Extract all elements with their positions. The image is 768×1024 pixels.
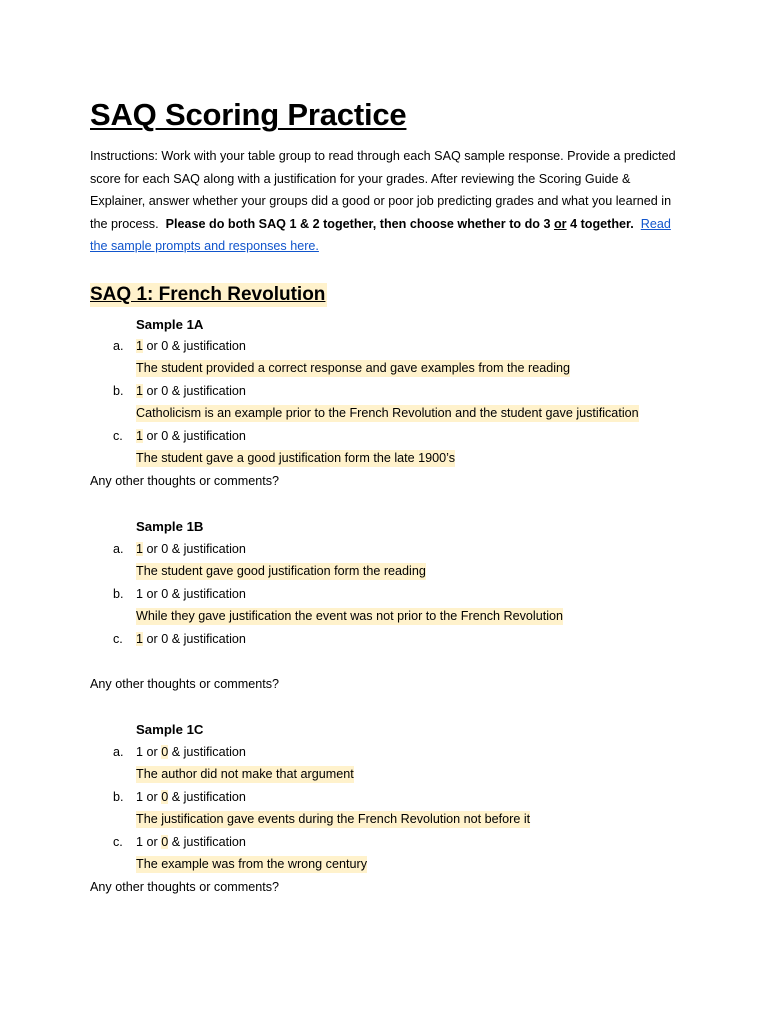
list-marker: b. <box>113 790 124 804</box>
score-item-c <box>90 632 690 654</box>
score-options: & justification <box>168 745 246 759</box>
instructions-bold-or: or <box>553 216 567 231</box>
sample-title: Sample 1A <box>136 317 204 332</box>
score-options: 1 or <box>136 790 162 804</box>
list-marker: c. <box>113 835 123 849</box>
score-choice <box>136 745 246 759</box>
score-selected: 0 <box>161 790 169 804</box>
justification: The student gave a good justification form the late 1900’s <box>136 451 456 465</box>
justification: The example was from the wrong century <box>136 857 367 871</box>
instructions-bold-2: 4 together. <box>570 216 634 231</box>
score-selected: 1 <box>136 339 144 353</box>
score-selected: 0 <box>161 835 169 849</box>
justification: The author did not make that argument <box>136 767 354 781</box>
score-item-a <box>90 542 690 564</box>
score-selected: 1 <box>136 384 144 398</box>
score-options: or 0 & justification <box>143 632 246 646</box>
score-selected: 1 <box>136 542 144 556</box>
instructions <box>90 145 680 258</box>
score-selected: 1 <box>136 632 144 646</box>
justification: The justification gave events during the French Revolution not before it <box>136 812 531 826</box>
score-options: 1 or <box>136 745 162 759</box>
justification: The student gave good justification form the reading <box>136 564 426 578</box>
score-item-b <box>90 587 690 609</box>
score-choice <box>136 632 246 646</box>
score-item-c <box>90 835 690 857</box>
score-choice <box>136 429 246 443</box>
score-options: or 0 & justification <box>143 339 246 353</box>
sample-title: Sample 1B <box>136 519 204 534</box>
score-item-b <box>90 384 690 406</box>
sample-prompts-link[interactable]: Read the sample prompts and responses here. <box>90 216 671 254</box>
score-choice <box>136 542 246 556</box>
score-options: & justification <box>168 835 246 849</box>
comment-prompt: Any other thoughts or comments? <box>90 474 280 488</box>
instructions-text: Instructions: Work with your table group to read through each SAQ sample response. Provide a predicted score for each SAQ along with a justification for your grades. After reviewing the Scoring Guide & Explainer, answer whether your groups did a good or poor job predicting grades and what you learned in the process. <box>90 149 676 231</box>
justification: The student provided a correct response and gave examples from the reading <box>136 361 571 375</box>
score-options: or 0 & justification <box>143 542 246 556</box>
score-selected: 1 <box>136 587 144 601</box>
list-marker: b. <box>113 587 124 601</box>
list-marker: b. <box>113 384 124 398</box>
score-selected: 0 <box>161 745 169 759</box>
score-item-a <box>90 339 690 361</box>
section-heading: SAQ 1: French Revolution <box>90 284 326 305</box>
list-marker: c. <box>113 632 123 646</box>
score-selected: 1 <box>136 429 144 443</box>
page-title: SAQ Scoring Practice <box>90 97 407 132</box>
score-item-b <box>90 790 690 812</box>
sample-title: Sample 1C <box>136 722 204 737</box>
score-item-a <box>90 745 690 767</box>
list-marker: a. <box>113 339 124 353</box>
justification: While they gave justification the event was not prior to the French Revolution <box>136 609 564 623</box>
score-options: or 0 & justification <box>143 587 246 601</box>
justification: Catholicism is an example prior to the French Revolution and the student gave justification <box>136 406 639 420</box>
score-options: or 0 & justification <box>143 384 246 398</box>
score-options: or 0 & justification <box>143 429 246 443</box>
list-marker: a. <box>113 542 124 556</box>
list-marker: a. <box>113 745 124 759</box>
score-options: 1 or <box>136 835 162 849</box>
list-marker: c. <box>113 429 123 443</box>
comment-prompt: Any other thoughts or comments? <box>90 677 280 691</box>
score-options: & justification <box>168 790 246 804</box>
score-choice <box>136 835 246 849</box>
instructions-bold-1: Please do both SAQ 1 & 2 together, then choose whether to do 3 <box>165 216 551 231</box>
score-choice <box>136 384 246 398</box>
score-item-c <box>90 429 690 451</box>
score-choice <box>136 587 246 601</box>
comment-prompt: Any other thoughts or comments? <box>90 880 280 894</box>
score-choice <box>136 339 246 353</box>
score-choice <box>136 790 246 804</box>
